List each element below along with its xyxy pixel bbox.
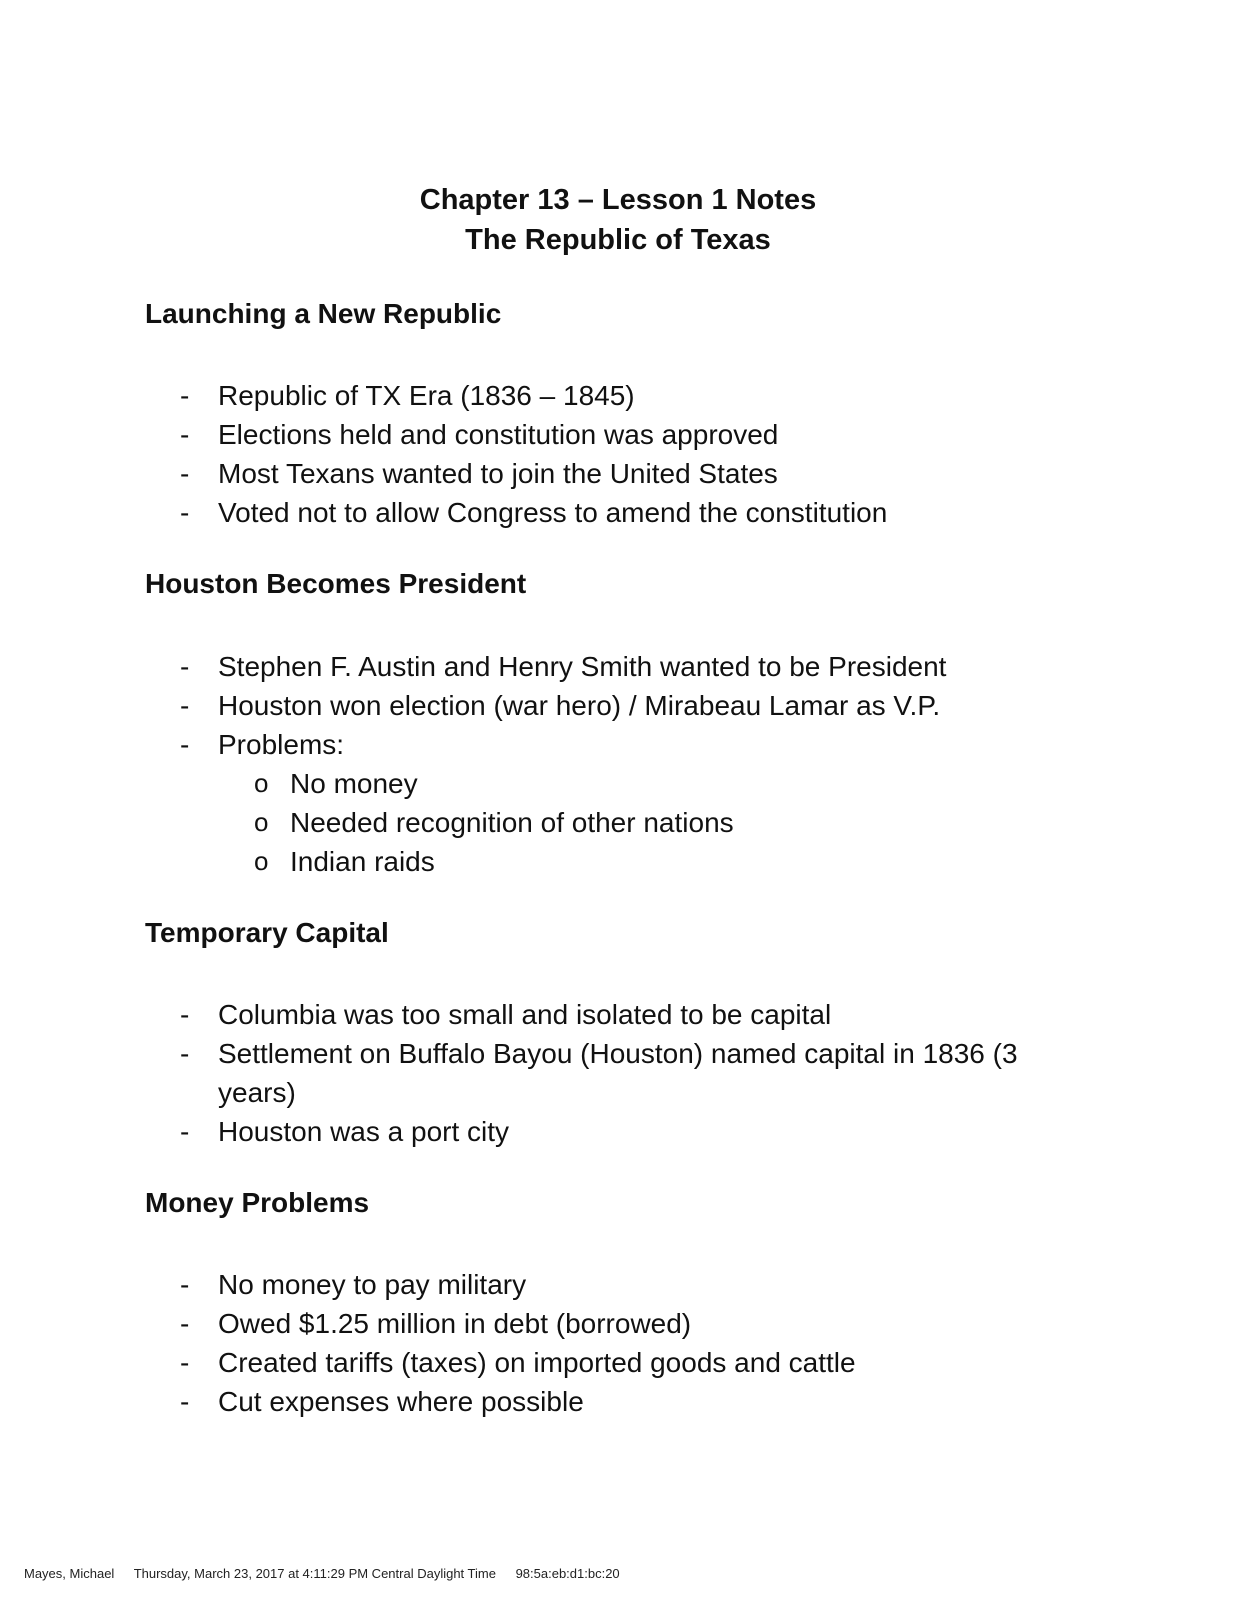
- list-item: [145, 415, 1065, 454]
- footer-device-id: 98:5a:eb:d1:bc:20: [515, 1566, 620, 1581]
- problems-sublist: [218, 764, 1065, 881]
- list-item-text: Cut expenses where possible: [218, 1386, 584, 1417]
- list-item-text: Owed $1.25 million in debt (borrowed): [218, 1308, 692, 1339]
- list-item: [145, 376, 1065, 415]
- bullet-dash: -: [180, 419, 190, 450]
- list-item-text: Elections held and constitution was approved: [218, 419, 779, 450]
- print-footer: [24, 1566, 636, 1581]
- list-item: [145, 725, 1065, 881]
- list-item: [145, 686, 1065, 725]
- list-item: [145, 1343, 1065, 1382]
- bullet-dash: -: [180, 380, 190, 411]
- bullet-circle-icon: o: [254, 846, 269, 876]
- list-item: [145, 1112, 1065, 1151]
- section-list-capital: [145, 995, 1065, 1151]
- list-item-text: Stephen F. Austin and Henry Smith wanted to be President: [218, 651, 947, 682]
- list-item-text: Columbia was too small and isolated to be capital: [218, 999, 832, 1030]
- bullet-dash: -: [180, 1308, 190, 1339]
- section-heading-capital: Temporary Capital: [145, 917, 389, 948]
- bullet-dash: -: [180, 497, 190, 528]
- list-item: [145, 1382, 1065, 1421]
- list-item-text: Republic of TX Era (1836 – 1845): [218, 380, 635, 411]
- footer-timestamp: Thursday, March 23, 2017 at 4:11:29 PM Central Daylight Time: [133, 1566, 496, 1581]
- bullet-dash: -: [180, 1116, 190, 1147]
- sub-list-item: [218, 842, 1065, 881]
- list-item: [145, 1265, 1065, 1304]
- document-title: [0, 180, 1236, 260]
- list-item-text: Houston won election (war hero) / Mirabeau Lamar as V.P.: [218, 690, 941, 721]
- bullet-circle-icon: o: [254, 807, 269, 837]
- section-list-launching: [145, 376, 1065, 532]
- list-item-text: Houston was a port city: [218, 1116, 510, 1147]
- bullet-dash: -: [180, 1386, 190, 1417]
- sub-list-item-text: Indian raids: [290, 846, 435, 877]
- chapter-title: Chapter 13 – Lesson 1 Notes: [419, 184, 817, 216]
- bullet-dash: -: [180, 1269, 190, 1300]
- lesson-subtitle: The Republic of Texas: [465, 224, 771, 256]
- bullet-dash: -: [180, 1347, 190, 1378]
- list-item: [145, 1034, 1065, 1112]
- list-item: [145, 995, 1065, 1034]
- section-heading-money: Money Problems: [145, 1187, 370, 1218]
- list-item-text: Voted not to allow Congress to amend the constitution: [218, 497, 888, 528]
- section-heading-houston: Houston Becomes President: [145, 568, 527, 599]
- section-list-money: [145, 1265, 1065, 1421]
- list-item: [145, 1304, 1065, 1343]
- list-item-text: No money to pay military: [218, 1269, 527, 1300]
- bullet-dash: -: [180, 999, 190, 1030]
- bullet-dash: -: [180, 1038, 190, 1069]
- list-item-text: Settlement on Buffalo Bayou (Houston) named capital in 1836 (3 years): [218, 1038, 1018, 1108]
- bullet-dash: -: [180, 458, 190, 489]
- sub-list-item-text: Needed recognition of other nations: [290, 807, 734, 838]
- section-list-houston: [145, 647, 1065, 881]
- bullet-circle-icon: o: [254, 768, 269, 798]
- footer-author: Mayes, Michael: [24, 1566, 115, 1581]
- list-item: [145, 493, 1065, 532]
- sub-list-item: [218, 803, 1065, 842]
- bullet-dash: -: [180, 729, 190, 760]
- sub-list-item-text: No money: [290, 768, 418, 799]
- bullet-dash: -: [180, 690, 190, 721]
- section-heading-launching: Launching a New Republic: [145, 298, 502, 329]
- list-item: [145, 647, 1065, 686]
- list-item: [145, 454, 1065, 493]
- list-item-text: Problems:: [218, 729, 345, 760]
- sub-list-item: [218, 764, 1065, 803]
- list-item-text: Created tariffs (taxes) on imported goods and cattle: [218, 1347, 856, 1378]
- list-item-text: Most Texans wanted to join the United States: [218, 458, 778, 489]
- bullet-dash: -: [180, 651, 190, 682]
